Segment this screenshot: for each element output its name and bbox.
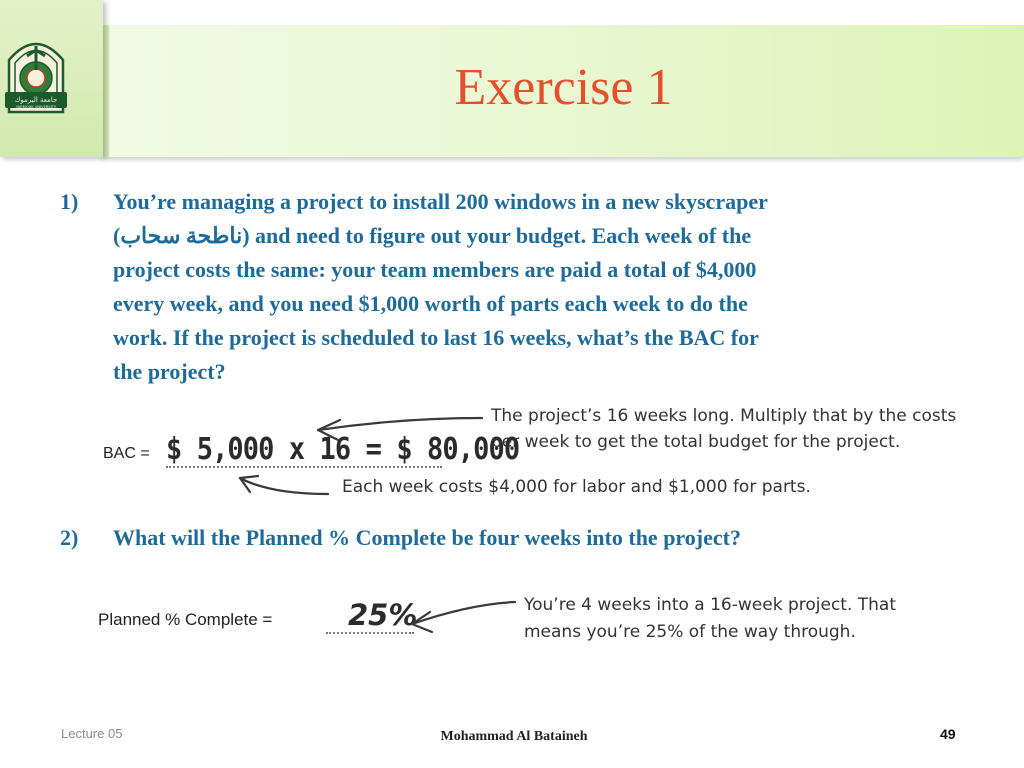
question-1-line-cont: and need to figure out your budget. Each week of the — [255, 223, 752, 248]
planned-note-line2: means you’re 25% of the way through. — [524, 622, 856, 642]
arrow-to-costs — [240, 478, 328, 494]
arrow-to-weeks — [318, 418, 482, 430]
arrow-to-percent — [412, 602, 515, 624]
question-1-line: the project? — [113, 359, 226, 384]
question-2-text: What will the Planned % Complete be four weeks into the project? — [113, 525, 741, 550]
logo-tab — [0, 0, 103, 157]
bac-equation: $ 5,000 x 16 = $ 80,000 — [166, 432, 520, 467]
question-2-number: 2) — [60, 525, 79, 550]
question-1-line: project costs the same: your team members are paid a total of $4,000 — [113, 257, 757, 282]
question-1-line: work. If the project is scheduled to last 16 weeks, what’s the BAC for — [113, 325, 759, 350]
planned-note-line1: You’re 4 weeks into a 16-week project. That — [524, 595, 897, 615]
question-1-text — [113, 185, 963, 389]
planned-complete-value: 25% — [348, 598, 418, 632]
footer-author: Mohammad Al Bataineh — [440, 729, 588, 744]
question-1-line: (ناطحة سحاب) and need to figure out your budget. Each week of the — [113, 223, 752, 248]
bac-note-bottom: Each week costs $4,000 for labor and $1,000 for parts. — [342, 477, 811, 497]
footer-lecture: Lecture 05 — [61, 726, 123, 741]
planned-complete-label: Planned % Complete = — [98, 610, 273, 629]
arrow-head-icon — [240, 476, 258, 492]
slide-title: Exercise 1 — [454, 59, 673, 116]
logo-caption: جامعة اليرموك — [14, 96, 58, 104]
planned-dotted-line — [326, 632, 414, 634]
question-1-number: 1) — [60, 189, 79, 214]
page-number: 49 — [940, 726, 956, 742]
bac-note-top-line2: per week to get the total budget for the project. — [491, 432, 901, 452]
arabic-term: ناطحة سحاب — [120, 223, 243, 248]
question-1-line: every week, and you need $1,000 worth of parts each week to do the — [113, 291, 748, 316]
university-logo — [3, 26, 69, 116]
question-1-line: You’re managing a project to install 200 windows in a new skyscraper — [113, 189, 768, 214]
bac-dotted-line — [166, 466, 442, 468]
bac-label: BAC = — [103, 445, 150, 462]
bac-note-top-line1: The project’s 16 weeks long. Multiply that by the costs — [491, 406, 957, 426]
logo-subcaption: YARMOUK UNIVERSITY — [15, 105, 57, 109]
